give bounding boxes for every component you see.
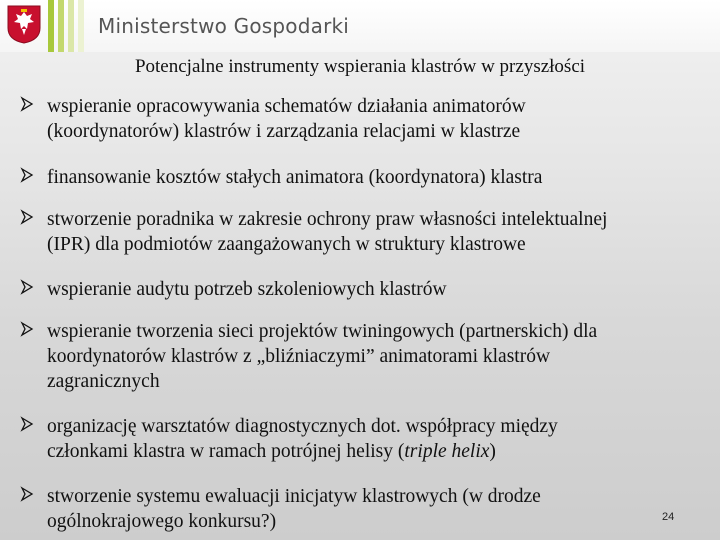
bullet-text: [47, 94, 715, 144]
page-number: 24: [662, 511, 675, 523]
arrow-bullet-icon: [20, 209, 34, 225]
accent-bar: [68, 0, 74, 52]
arrow-bullet-icon: [20, 167, 34, 183]
bullet-line: zagranicznych: [47, 371, 160, 392]
bullet-line: organizację warsztatów diagnostycznych dot. współpracy między: [47, 416, 558, 437]
arrow-bullet-icon: [20, 486, 34, 502]
accent-bar: [78, 0, 84, 52]
bullet-text: [47, 277, 715, 302]
slide-title: Potencjalne instrumenty wspierania klastrów w przyszłości: [134, 56, 586, 77]
header-bar: [0, 0, 720, 52]
bullet-line: ogólnokrajowego konkursu?): [47, 511, 277, 532]
bullet-text: [47, 484, 715, 534]
arrow-bullet-icon: [20, 96, 34, 112]
bullet-text: [47, 207, 715, 257]
ministry-name: Ministerstwo Gospodarki: [98, 14, 350, 38]
bullet-line: (IPR) dla podmiotów zaangażowanych w struktury klastrowe: [47, 234, 526, 255]
accent-bar: [48, 0, 54, 52]
bullet-line: stworzenie poradnika w zakresie ochrony praw własności intelektualnej: [47, 209, 608, 230]
arrow-bullet-icon: [20, 321, 34, 337]
bullet-line: finansowanie kosztów stałych animatora (koordynatora) klastra: [47, 167, 543, 188]
bullet-text: [47, 414, 715, 464]
bullet-line-suffix: ): [489, 441, 496, 462]
arrow-bullet-icon: [20, 279, 34, 295]
bullet-line: koordynatorów klastrów z „bliźniaczymi” animatorami klastrów: [47, 346, 551, 367]
bullet-line: (koordynatorów) klastrów i zarządzania relacjami w klastrze: [47, 121, 521, 142]
bullet-line: wspieranie opracowywania schematów działania animatorów: [47, 96, 526, 117]
bullet-text: [47, 319, 715, 394]
bullet-line: wspieranie audytu potrzeb szkoleniowych klastrów: [47, 279, 447, 300]
accent-bar: [58, 0, 64, 52]
polish-eagle-emblem-icon: [6, 4, 42, 44]
bullet-line-prefix: członkami klastra w ramach potrójnej helisy (: [47, 441, 405, 462]
arrow-bullet-icon: [20, 416, 34, 432]
bullet-line: stworzenie systemu ewaluacji inicjatyw klastrowych (w drodze: [47, 486, 541, 507]
bullet-line: wspieranie tworzenia sieci projektów twiningowych (partnerskich) dla: [47, 321, 598, 342]
bullet-text: [47, 165, 715, 190]
header-accent-bars: [48, 0, 84, 52]
bullet-line-italic: triple helix: [404, 441, 490, 462]
